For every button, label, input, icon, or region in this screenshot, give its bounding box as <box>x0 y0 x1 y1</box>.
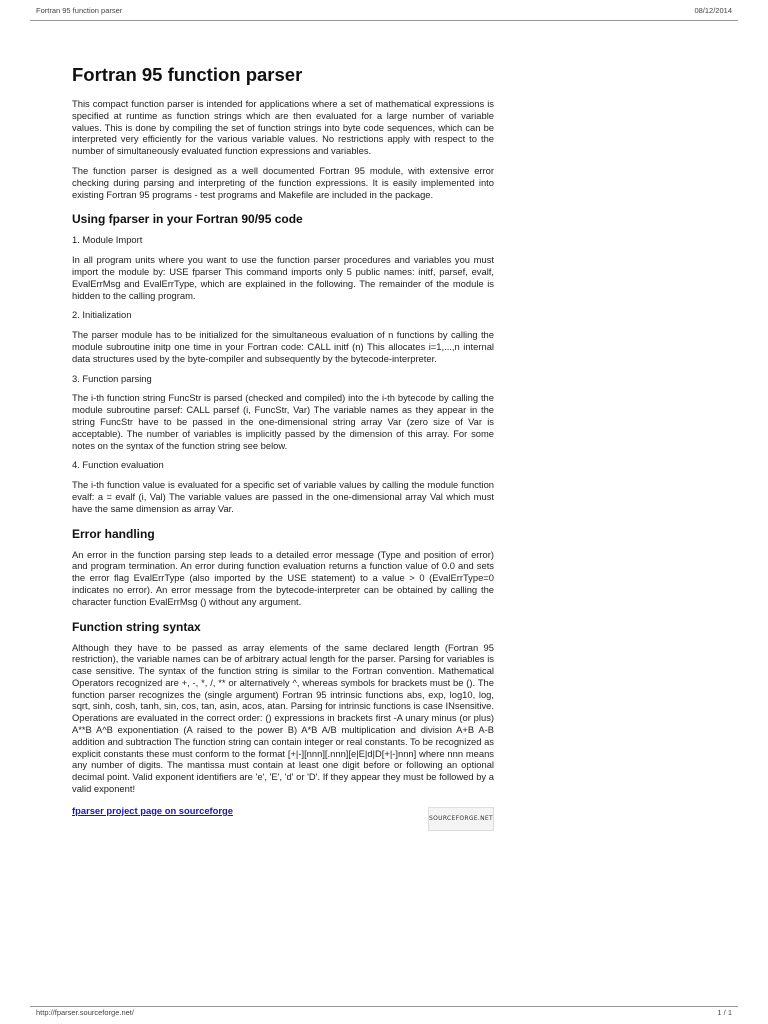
sourceforge-logo[interactable] <box>428 807 494 831</box>
page-number: 1 / 1 <box>717 1008 732 1017</box>
error-handling-text: An error in the function parsing step leads to a detailed error message (Type and position of error) and program termination. An error during function evaluation returns a function value of 0.0 and sets the error flag EvalErrType (also imported by the USE statement) to a value > 0 (EvalErrType=0 indicates no error). An error message from the bytecode-interpreter can be obtained by calling the character function EvalErrMsg () without any argument. <box>72 548 494 607</box>
header-title: Fortran 95 function parser <box>36 6 123 15</box>
sourceforge-logo-text: SOURCEFORGE.NET <box>429 814 493 822</box>
step-title: 2. Initialization <box>72 309 132 321</box>
step-title: 4. Function evaluation <box>72 459 164 471</box>
syntax-heading: Function string syntax <box>72 619 201 634</box>
step-text: The i-th function string FuncStr is parsed (checked and compiled) into the i-th bytecode by calling the module subroutine parsef: CALL parsef (i, FuncStr, Var) The variable names as they appear in the string FuncStr have to be passed in the one-dimensional string array Var (zero size of Var is acceptable). The number of variables is implicitly passed by the dimension of this array. For some notes on the syntax of the function string see below. <box>72 392 494 451</box>
error-handling-heading: Error handling <box>72 526 155 541</box>
header-divider <box>30 20 738 21</box>
intro-paragraph-2: The function parser is designed as a well documented Fortran 95 module, with extensive error checking during parsing and interpreting of the function expressions. It is easily implemented into existing Fortran 95 programs - test programs and Makefile are included in the package. <box>72 164 494 200</box>
document-body <box>72 60 494 831</box>
page-title: Fortran 95 function parser <box>72 64 303 85</box>
link-row <box>72 805 494 831</box>
syntax-text: Although they have to be passed as array elements of the same declared length (Fortran 95 restriction), the variable names can be of arbitrary actual length for the parser. Parsing for variables is case sensitive. The syntax of the function string is similar to the Fortran convention. Mathematical Operators recognized are +, -, *, /, ** or alternatively ^, whereas symbols for brackets must be (). The function parser recognizes the (single argument) Fortran 95 intrinsic functions abs, exp, log10, log, sqrt, sinh, cosh, tanh, sin, cos, tan, asin, acos, atan. Parsing for intrinsic functions is case INsensitive. Operations are evaluated in the correct order: () expressions in brackets first -A unary minus (or plus) A**B A^B exponentiation (A raised to the power B) A*B A/B multiplication and division A+B A-B addition and subtraction The function string can contain integer or real constants. To be recognized as explicit constants these must conform to the format [+|-][nnn][.nnn][e|E|d|D[+|-]nnn] where nnn means any number of digits. The mantissa must contain at least one digit before or following an optional decimal point. Valid exponent identifiers are 'e', 'E', 'd' or 'D'. If they appear they must be followed by a valid exponent! <box>72 641 494 795</box>
footer-divider <box>30 1006 738 1007</box>
step-title: 1. Module Import <box>72 234 143 246</box>
page-header <box>36 6 732 18</box>
intro-paragraph-1: This compact function parser is intended for applications where a set of mathematical expressions is specified at runtime as function strings which are then evaluated for a large number of variable values. This is done by compiling the set of function strings into byte code sequences, which can be interpreted very efficiently for the various variable values. No restrictions apply with respect to the number of simultaneously evaluated function expressions and variables. <box>72 98 494 157</box>
sourceforge-project-link[interactable]: fparser project page on sourceforge <box>72 804 233 816</box>
step-title: 3. Function parsing <box>72 372 152 384</box>
step-text: The parser module has to be initialized for the simultaneous evaluation of n functions by calling the module subroutine initp one time in your Fortran code: CALL initf (n) This allocates i=1,...,n internal data structures used by the byte-compiler and subsequently by the bytecode-interpreter. <box>72 329 494 364</box>
footer-url: http://fparser.sourceforge.net/ <box>36 1008 134 1017</box>
usage-heading: Using fparser in your Fortran 90/95 code <box>72 212 303 227</box>
header-date: 08/12/2014 <box>694 6 732 15</box>
step-text: The i-th function value is evaluated for a specific set of variable values by calling the module function evalf: a = evalf (i, Val) The variable values are passed in the one-dimensional array Val which must have the same dimension as array Var. <box>72 479 494 514</box>
step-text: In all program units where you want to use the function parser procedures and variables you must import the module by: USE fparser This command imports only 5 public names: initf, parsef, evalf, EvalErrMsg and EvalErrType, which are explained in the following. The remainder of the module is hidden to the calling program. <box>72 254 494 301</box>
page-footer <box>36 1008 732 1020</box>
